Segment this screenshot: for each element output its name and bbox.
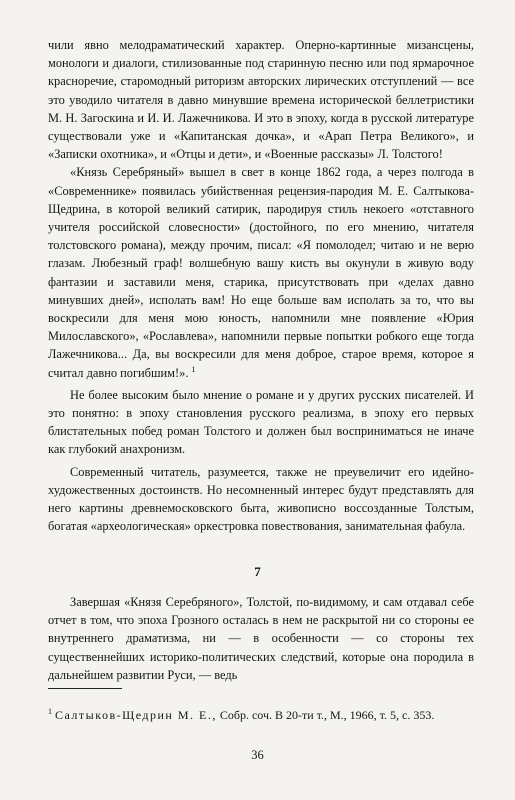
footnote-text: Собр. соч. В 20-ти т., М., 1966, т. 5, с. 353. <box>216 708 435 722</box>
paragraph-2-text: «Князь Серебряный» вышел в свет в конце 1862 года, а через полгода в «Современнике» появилась убийственная рецензия-пародия М. Е. Салтыкова-Щедрина, в которой великий сатирик, пародируя стиль некоего «отставного учителя российской словесности» (достойного, по его мнению, читателя толстовского романа), между прочим, писал: «Я помолодел; читаю и не верю глазам. Любезный граф! волшебную вашу кисть вы окунули в живую воду фантазии и заставили меня, старика, присутствовать при «делах давно минувших дней», исполать вам! Но еще больше вам исполать за то, что вы воскресили для меня мою юность, напомнили мне появление «Юрия Милославского», «Рославлева», напомнили первые попытки робкого еще тогда Лажечникова... Да, вы воскресили для меня доброе, старое время, которое я считал давно погибшим!». <box>48 165 474 380</box>
body-text-lower <box>48 593 474 684</box>
footnote-author: Салтыков-Щедрин М. Е., <box>55 708 217 722</box>
section-number: 7 <box>254 564 261 579</box>
paragraph-1: чили явно мелодраматический характер. Оперно-картинные мизансцены, монологи и диалоги, стилизованные под старинную песню или под ярмарочное красноречие, старомодный риторизм авторских лирических отступлений — все это уводило читателя в давно минувшие времена исторической беллетристики М. Н. Загоскина и И. И. Лажечникова. И это в эпоху, когда в русской литературе существовали уже и «Капитанская дочка», и «Арап Петра Великого», и «Записки охотника», и «Отцы и дети», и «Военные рассказы» Л. Толстого! <box>48 38 474 162</box>
page-number: 36 <box>251 748 264 762</box>
paragraph-5: Завершая «Князя Серебряного», Толстой, по-видимому, и сам отдавал себе отчет в том, что эпоха Грозного осталась в нем не раскрытой ни со стороны ее внутреннего драматизма, ни — в особенности — со стороны тех существеннейших историко-политических следствий, которые она породила в дальнейшем развитии Руси, — ведь <box>48 595 474 682</box>
footnote <box>48 707 474 724</box>
body-text-upper <box>48 36 474 535</box>
paragraph-4: Современный читатель, разумеется, также не преувеличит его идейно-художественных достоинств. Но несомненный интерес будут представлять для него картины древнемосковского быта, живописно воссозданные Толстым, богатая «археологическая» оркестровка повествования, занимательная фабула. <box>48 464 474 534</box>
paragraph-2 <box>48 163 474 381</box>
footnote-reference: 1 <box>191 364 196 374</box>
footnote-mark: 1 <box>48 707 52 716</box>
footnote-divider <box>48 688 122 689</box>
paragraph-3: Не более высоким было мнение о романе и у других русских писателей. И это понятно: в эпоху становления русского реализма, в эпоху его первых блистательных побед роман Толстого и должен был восприниматься не иначе как глубокий анахронизм. <box>48 387 474 457</box>
